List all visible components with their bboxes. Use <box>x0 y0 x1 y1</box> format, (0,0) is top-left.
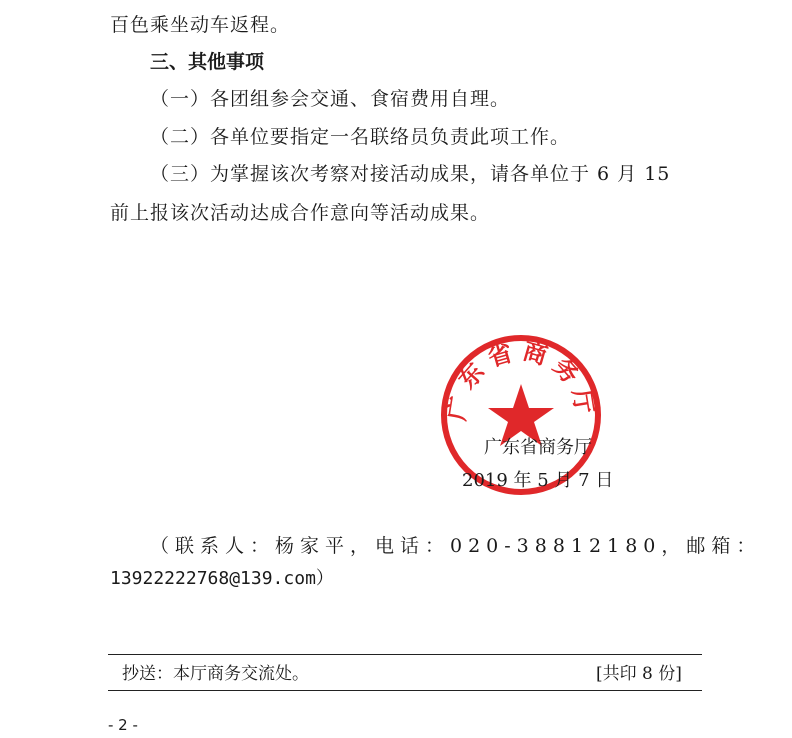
cc-text: 抄送：本厅商务交流处。 <box>122 664 309 684</box>
item-3-line-2: 前上报该次活动达成合作意向等活动成果。 <box>110 202 491 224</box>
contact-line-1: （联系人：杨家平，电话：020-38812180，邮箱： <box>150 535 762 557</box>
item-3-line-1: （三）为掌握该次考察对接活动成果，请各单位于 6 月 15 <box>150 163 671 185</box>
issuer-name: 广东省商务厅 <box>484 437 592 458</box>
item-2: （二）各单位要指定一名联络员负责此项工作。 <box>150 126 571 148</box>
cc-divider-bottom <box>108 690 702 691</box>
page-number: - 2 - <box>108 716 138 734</box>
body-line-1: 百色乘坐动车返程。 <box>110 14 291 36</box>
cc-divider-top <box>108 654 702 655</box>
issue-date: 2019 年 5 月 7 日 <box>462 470 614 491</box>
copies-count: [共印 8 份] <box>596 664 682 684</box>
section-3-heading: 三、其他事项 <box>150 51 265 73</box>
contact-line-2: 13922222768@139.com） <box>110 568 334 589</box>
seal-text: 广东省商务厅 <box>442 336 600 423</box>
item-1: （一）各团组参会交通、食宿费用自理。 <box>150 88 511 110</box>
